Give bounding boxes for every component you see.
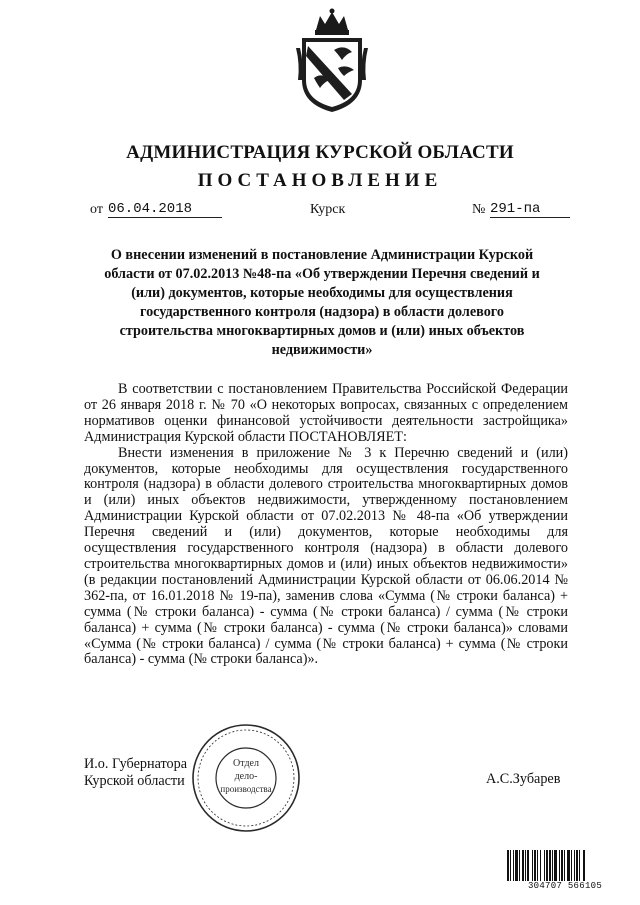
body-paragraph-2: Внести изменения в приложение № 3 к Перечню сведений и (или) документов, которые необходимы для осуществления государственного контроля (надзора) в области долевого строительства многоквартирных домов и (или) иных объектов недвижимости, утвержденному постановлением Администрации Курской области от 07.02.2013 № 48-па «Об утверждении Перечня сведений и (или) документов, которые необходимы для осуществления государственного контроля (надзора) в области долевого строительства многоквартирных домов и (или) иных объектов недвижимости» (в редакции постановлений Администрации Курской области от 06.06.2014 № 362-па, от 16.01.2018 № 19-па), заменив слова «Сумма (№ строки баланса) + сумма (№ строки баланса) - сумма (№ строки баланса) / сумма (№ строки баланса) + сумма (№ строки баланса) - сумма (№ строки баланса)» словами «Сумма (№ строки баланса) / сумма (№ строки баланса) + сумма (№ строки баланса) - сумма (№ строки баланса)». bbox=[84, 444, 568, 668]
number-prefix: № bbox=[472, 202, 486, 217]
document-body bbox=[84, 382, 568, 668]
barcode-bar bbox=[579, 850, 580, 882]
barcode-bar bbox=[576, 850, 578, 882]
barcode-bar bbox=[515, 850, 518, 882]
barcode-bar bbox=[522, 850, 524, 882]
barcode-bar bbox=[507, 850, 509, 882]
barcode-bar bbox=[554, 850, 557, 882]
organization-title: АДМИНИСТРАЦИЯ КУРСКОЙ ОБЛАСТИ bbox=[126, 142, 514, 163]
coat-of-arms-icon bbox=[294, 8, 370, 114]
barcode-bar bbox=[544, 850, 545, 882]
signer-position-line-1: И.о. Губернатора bbox=[84, 756, 187, 772]
document-number: 291-па bbox=[490, 201, 570, 218]
barcode-bar bbox=[510, 850, 511, 882]
barcode-bar bbox=[519, 850, 520, 882]
document-heading: О внесении изменений в постановление Администрации Курской области от 07.02.2013 №48-па «Об утверждении Перечня сведений и (или) документов, которые необходимы для осуществления государственного контроля (надзора) в области долевого строительства многоквартирных домов и (или) иных объектов недвижимости» bbox=[104, 247, 540, 358]
date-prefix: от bbox=[90, 202, 103, 217]
stamp-line-2: дело- bbox=[234, 771, 258, 782]
signer-name: А.С.Зубарев bbox=[486, 771, 561, 787]
barcode-bar bbox=[552, 850, 553, 882]
stamp-line-1: Отдел bbox=[233, 758, 259, 769]
office-stamp-icon bbox=[190, 722, 302, 834]
barcode-bar bbox=[561, 850, 563, 882]
barcode-bar bbox=[564, 850, 565, 882]
barcode-bar bbox=[583, 850, 585, 882]
barcode-digits: 304707 566105 bbox=[506, 881, 624, 891]
signer-position bbox=[84, 756, 187, 790]
barcode-bar bbox=[567, 850, 570, 882]
barcode-bar bbox=[546, 850, 548, 882]
barcode-bar bbox=[534, 850, 536, 882]
barcode-bar bbox=[549, 850, 551, 882]
barcode-bar bbox=[559, 850, 560, 882]
barcode-bar bbox=[525, 850, 526, 882]
barcode-bar bbox=[537, 850, 538, 882]
stamp-line-3: производства bbox=[220, 784, 272, 794]
city: Курск bbox=[310, 202, 346, 217]
signer-position-line-2: Курской области bbox=[84, 773, 185, 789]
barcode-bar bbox=[571, 850, 572, 882]
barcode-bar bbox=[513, 850, 514, 882]
document-type: ПОСТАНОВЛЕНИЕ bbox=[197, 170, 443, 191]
body-paragraph-1: В соответствии с постановлением Правительства Российской Федерации от 26 января 2018 г. № 70 «О некоторых вопросах, связанных с определением нормативов оценки финансовой устойчивости деятельности застройщика» Администрация Курской области ПОСТАНОВЛЯЕТ: bbox=[84, 381, 568, 445]
barcode-bar bbox=[574, 850, 575, 882]
barcode-bar bbox=[527, 850, 529, 882]
document-date: 06.04.2018 bbox=[108, 201, 222, 218]
barcode-bar bbox=[532, 850, 533, 882]
barcode-bar bbox=[540, 850, 541, 882]
